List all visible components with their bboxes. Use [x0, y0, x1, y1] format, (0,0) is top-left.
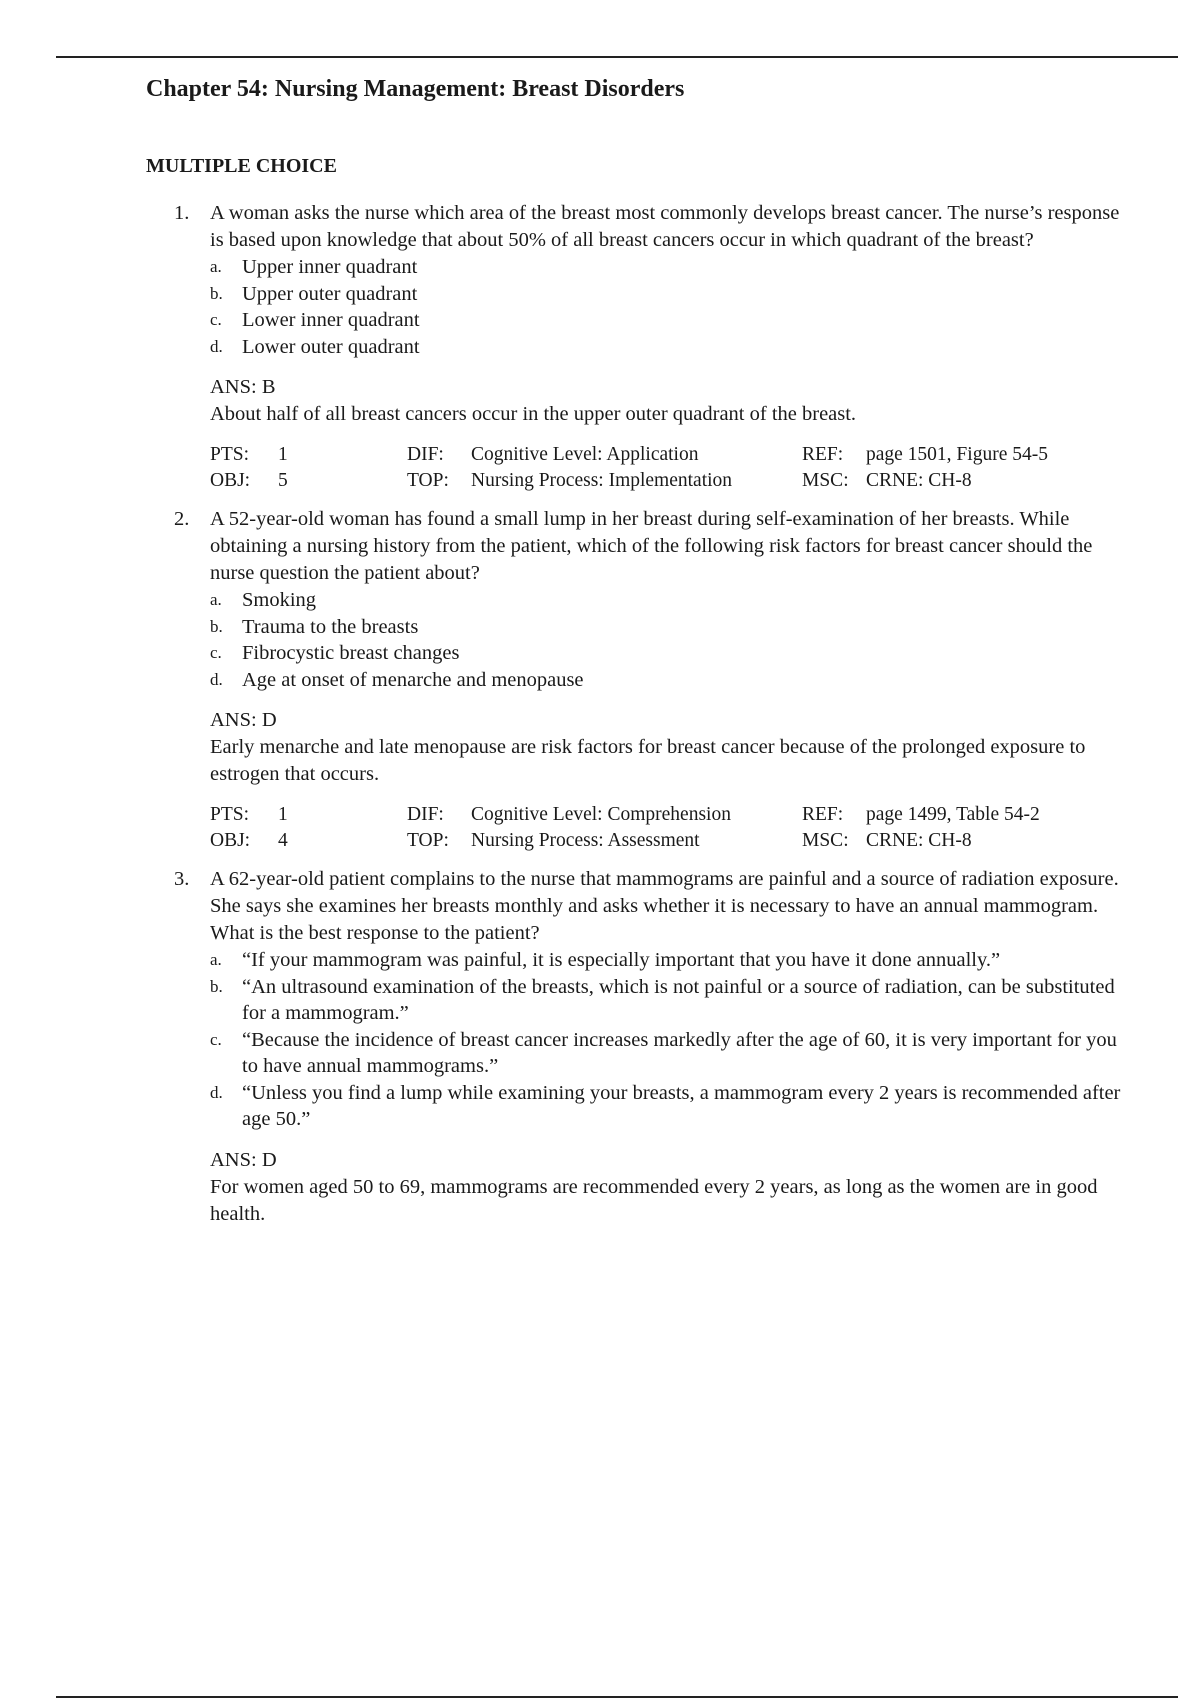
- meta-value: CRNE: CH-8: [866, 830, 972, 851]
- meta-top: [407, 828, 802, 854]
- option-text: “Unless you find a lump while examining your breasts, a mammogram every 2 years is recommended after age 50.”: [242, 1081, 1121, 1130]
- meta-label: MSC:: [802, 830, 849, 851]
- question-stem: A 52-year-old woman has found a small lump in her breast during self-examination of her breasts. While obtaining a nursing history from the patient, which of the following risk factors for breast cancer should the nurse question the patient about?: [210, 508, 1093, 584]
- option-letter: a.: [210, 257, 222, 276]
- meta-msc: [802, 828, 1102, 854]
- question-3: [146, 866, 1136, 1228]
- meta-pts: [210, 442, 407, 468]
- option-text: Smoking: [242, 589, 317, 611]
- meta-label: DIF:: [407, 444, 444, 465]
- option-letter: c.: [210, 1029, 222, 1049]
- meta-obj: [210, 828, 407, 854]
- option-text: “Because the incidence of breast cancer increases markedly after the age of 60, it is very important for you to have annual mammograms.”: [242, 1028, 1117, 1077]
- meta-dif: [407, 802, 802, 828]
- top-rule: [56, 56, 1178, 58]
- meta-value: Nursing Process: Assessment: [471, 830, 700, 851]
- question-number: 3.: [174, 868, 190, 890]
- option-text: Upper inner quadrant: [242, 256, 418, 278]
- chapter-title: Chapter 54: Nursing Management: Breast Disorders: [146, 76, 685, 102]
- meta-value: Cognitive Level: Application: [471, 444, 699, 465]
- meta-value: 1: [278, 444, 288, 465]
- option-d: [210, 334, 1136, 361]
- document-page: [146, 72, 1136, 1228]
- option-c: [210, 1027, 1136, 1080]
- answer-options: [210, 587, 1136, 693]
- option-a: [210, 947, 1136, 974]
- meta-top: [407, 468, 802, 494]
- option-letter: a.: [210, 950, 222, 969]
- answer-key: ANS: D: [210, 709, 277, 731]
- meta-value: page 1499, Table 54-2: [866, 804, 1040, 825]
- option-letter: b.: [210, 283, 223, 303]
- meta-obj: [210, 468, 407, 494]
- meta-label: MSC:: [802, 470, 849, 491]
- answer-key: ANS: D: [210, 1148, 277, 1171]
- option-text: Lower outer quadrant: [242, 335, 420, 358]
- question-metadata: [210, 802, 1136, 854]
- option-b: [210, 974, 1136, 1027]
- option-b: [210, 281, 1136, 308]
- meta-value: 4: [278, 830, 288, 851]
- option-d: [210, 1080, 1136, 1133]
- rationale: Early menarche and late menopause are risk factors for breast cancer because of the prolonged exposure to estrogen that occurs.: [210, 736, 1086, 785]
- option-text: Lower inner quadrant: [242, 309, 420, 331]
- question-number: 2.: [174, 508, 190, 530]
- meta-dif: [407, 442, 802, 468]
- option-letter: d.: [210, 1082, 223, 1102]
- option-text: Trauma to the breasts: [242, 615, 419, 638]
- option-c: [210, 307, 1136, 334]
- meta-value: page 1501, Figure 54-5: [866, 444, 1048, 465]
- meta-value: 5: [278, 470, 288, 491]
- meta-label: PTS:: [210, 804, 250, 825]
- question-stem: A 62-year-old patient complains to the nurse that mammograms are painful and a source of radiation exposure. She says she examines her breasts monthly and asks whether it is necessary to have an annual mammogram. What is the best response to the patient?: [210, 868, 1119, 944]
- option-letter: c.: [210, 310, 222, 329]
- question-metadata: [210, 442, 1136, 494]
- option-letter: b.: [210, 976, 223, 996]
- option-letter: b.: [210, 616, 223, 636]
- answer-key: ANS: B: [210, 376, 276, 398]
- question-2: [146, 506, 1136, 854]
- option-c: [210, 640, 1136, 667]
- answer-options: [210, 947, 1136, 1133]
- rationale: About half of all breast cancers occur in the upper outer quadrant of the breast.: [210, 403, 857, 425]
- option-letter: a.: [210, 590, 222, 609]
- meta-label: REF:: [802, 804, 844, 825]
- option-letter: c.: [210, 643, 222, 662]
- option-b: [210, 614, 1136, 641]
- question-stem: A woman asks the nurse which area of the breast most commonly develops breast cancer. The nurse’s response is based upon knowledge that about 50% of all breast cancers occur in which quadrant of the breast?: [210, 202, 1120, 251]
- option-letter: d.: [210, 336, 223, 356]
- meta-ref: [802, 442, 1102, 468]
- meta-pts: [210, 802, 407, 828]
- meta-value: Cognitive Level: Comprehension: [471, 804, 731, 825]
- meta-label: OBJ:: [210, 830, 251, 851]
- meta-msc: [802, 468, 1102, 494]
- meta-label: REF:: [802, 444, 844, 465]
- section-heading: MULTIPLE CHOICE: [146, 155, 337, 177]
- meta-value: CRNE: CH-8: [866, 470, 972, 491]
- meta-label: TOP:: [407, 830, 449, 851]
- option-text: Upper outer quadrant: [242, 282, 418, 305]
- meta-ref: [802, 802, 1102, 828]
- option-text: “An ultrasound examination of the breasts, which is not painful or a source of radiation, can be substituted for a mammogram.”: [242, 975, 1115, 1024]
- question-number: 1.: [174, 202, 190, 224]
- option-text: Age at onset of menarche and menopause: [242, 668, 584, 691]
- meta-value: Nursing Process: Implementation: [471, 470, 733, 491]
- meta-label: TOP:: [407, 470, 449, 491]
- question-1: [146, 200, 1136, 494]
- option-text: Fibrocystic breast changes: [242, 642, 460, 664]
- option-d: [210, 667, 1136, 694]
- meta-label: OBJ:: [210, 470, 251, 491]
- option-a: [210, 254, 1136, 281]
- rationale: For women aged 50 to 69, mammograms are recommended every 2 years, as long as the women are in good health.: [210, 1175, 1098, 1225]
- option-a: [210, 587, 1136, 614]
- meta-label: PTS:: [210, 444, 250, 465]
- bottom-rule: [56, 1696, 1178, 1698]
- meta-value: 1: [278, 804, 288, 825]
- option-letter: d.: [210, 669, 223, 689]
- option-text: “If your mammogram was painful, it is especially important that you have it done annually.”: [242, 949, 1001, 971]
- meta-label: DIF:: [407, 804, 444, 825]
- answer-options: [210, 254, 1136, 360]
